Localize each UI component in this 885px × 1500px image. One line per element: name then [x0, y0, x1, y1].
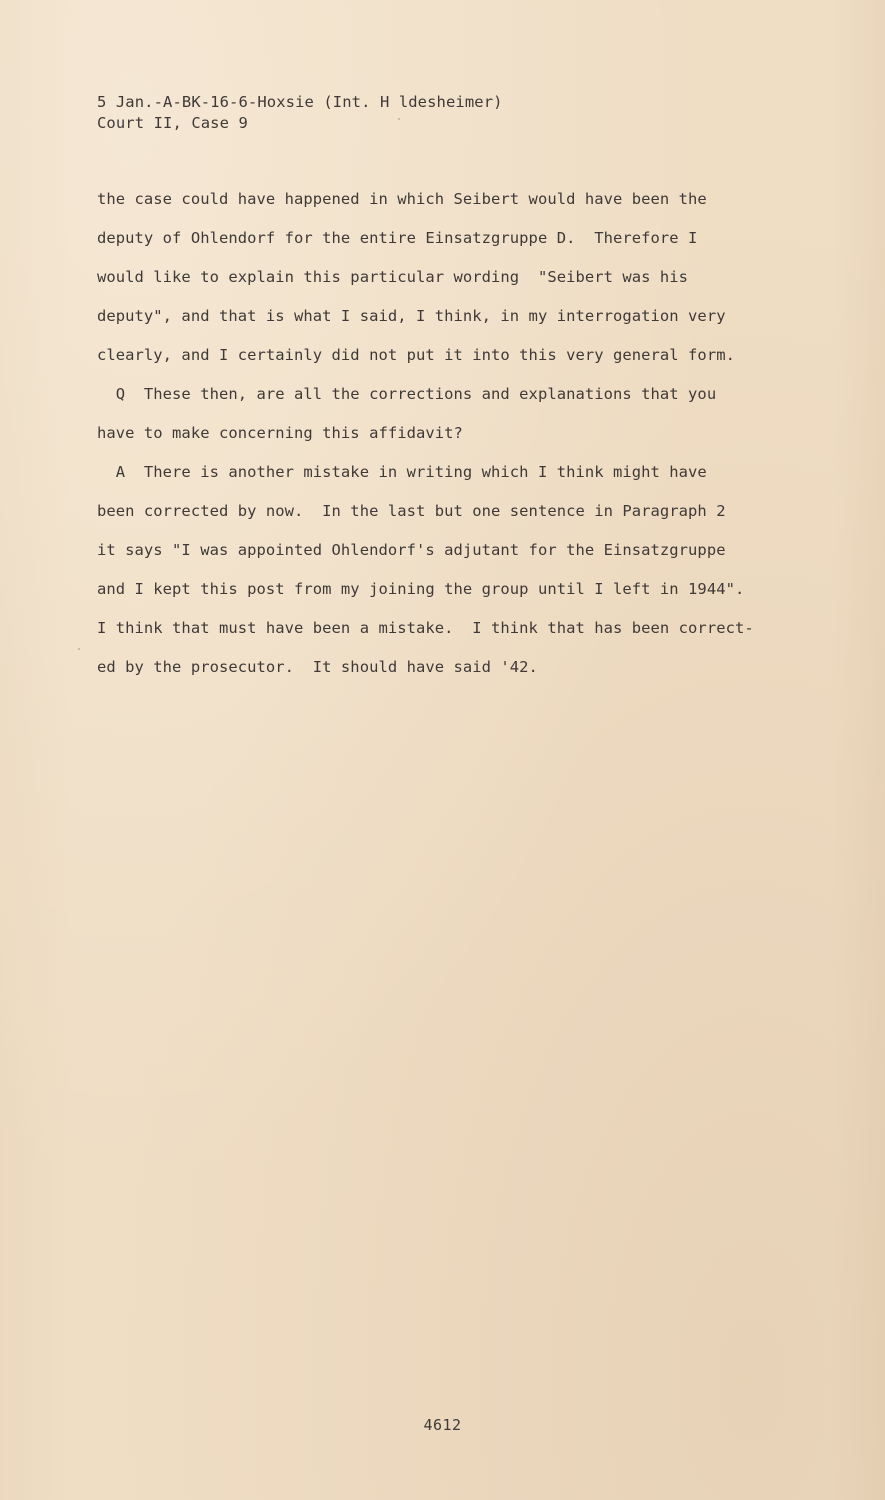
transcript-line: and I kept this post from my joining the group until I left in 1944".	[97, 580, 745, 598]
answer-line: A There is another mistake in writing which I think might have	[97, 463, 707, 481]
question-line: Q These then, are all the corrections and explanations that you	[97, 385, 717, 403]
transcript-line: it says "I was appointed Ohlendorf's adjutant for the Einsatzgruppe	[97, 541, 726, 559]
header-line-court-case: Court II, Case 9	[97, 114, 248, 132]
transcript-line: deputy", and that is what I said, I think, in my interrogation very	[97, 307, 726, 325]
transcript-line: ed by the prosecutor. It should have said '42.	[97, 658, 538, 676]
paper-speck	[398, 118, 400, 120]
transcript-line: I think that must have been a mistake. I think that has been correct-	[97, 619, 754, 637]
paper-speck	[78, 648, 80, 650]
page-number: 4612	[423, 1416, 462, 1434]
transcript-line: clearly, and I certainly did not put it into this very general form.	[97, 346, 735, 364]
transcript-line: deputy of Ohlendorf for the entire Einsatzgruppe D. Therefore I	[97, 229, 698, 247]
header-line-date-reference: 5 Jan.-A-BK-16-6-Hoxsie (Int. H ldesheimer)	[97, 93, 503, 111]
transcript-body	[97, 186, 787, 693]
transcript-line: would like to explain this particular wording "Seibert was his	[97, 268, 689, 286]
transcript-line: have to make concerning this affidavit?	[97, 424, 463, 442]
document-header	[97, 92, 503, 134]
transcript-line: the case could have happened in which Seibert would have been the	[97, 190, 707, 208]
transcript-line: been corrected by now. In the last but one sentence in Paragraph 2	[97, 502, 726, 520]
